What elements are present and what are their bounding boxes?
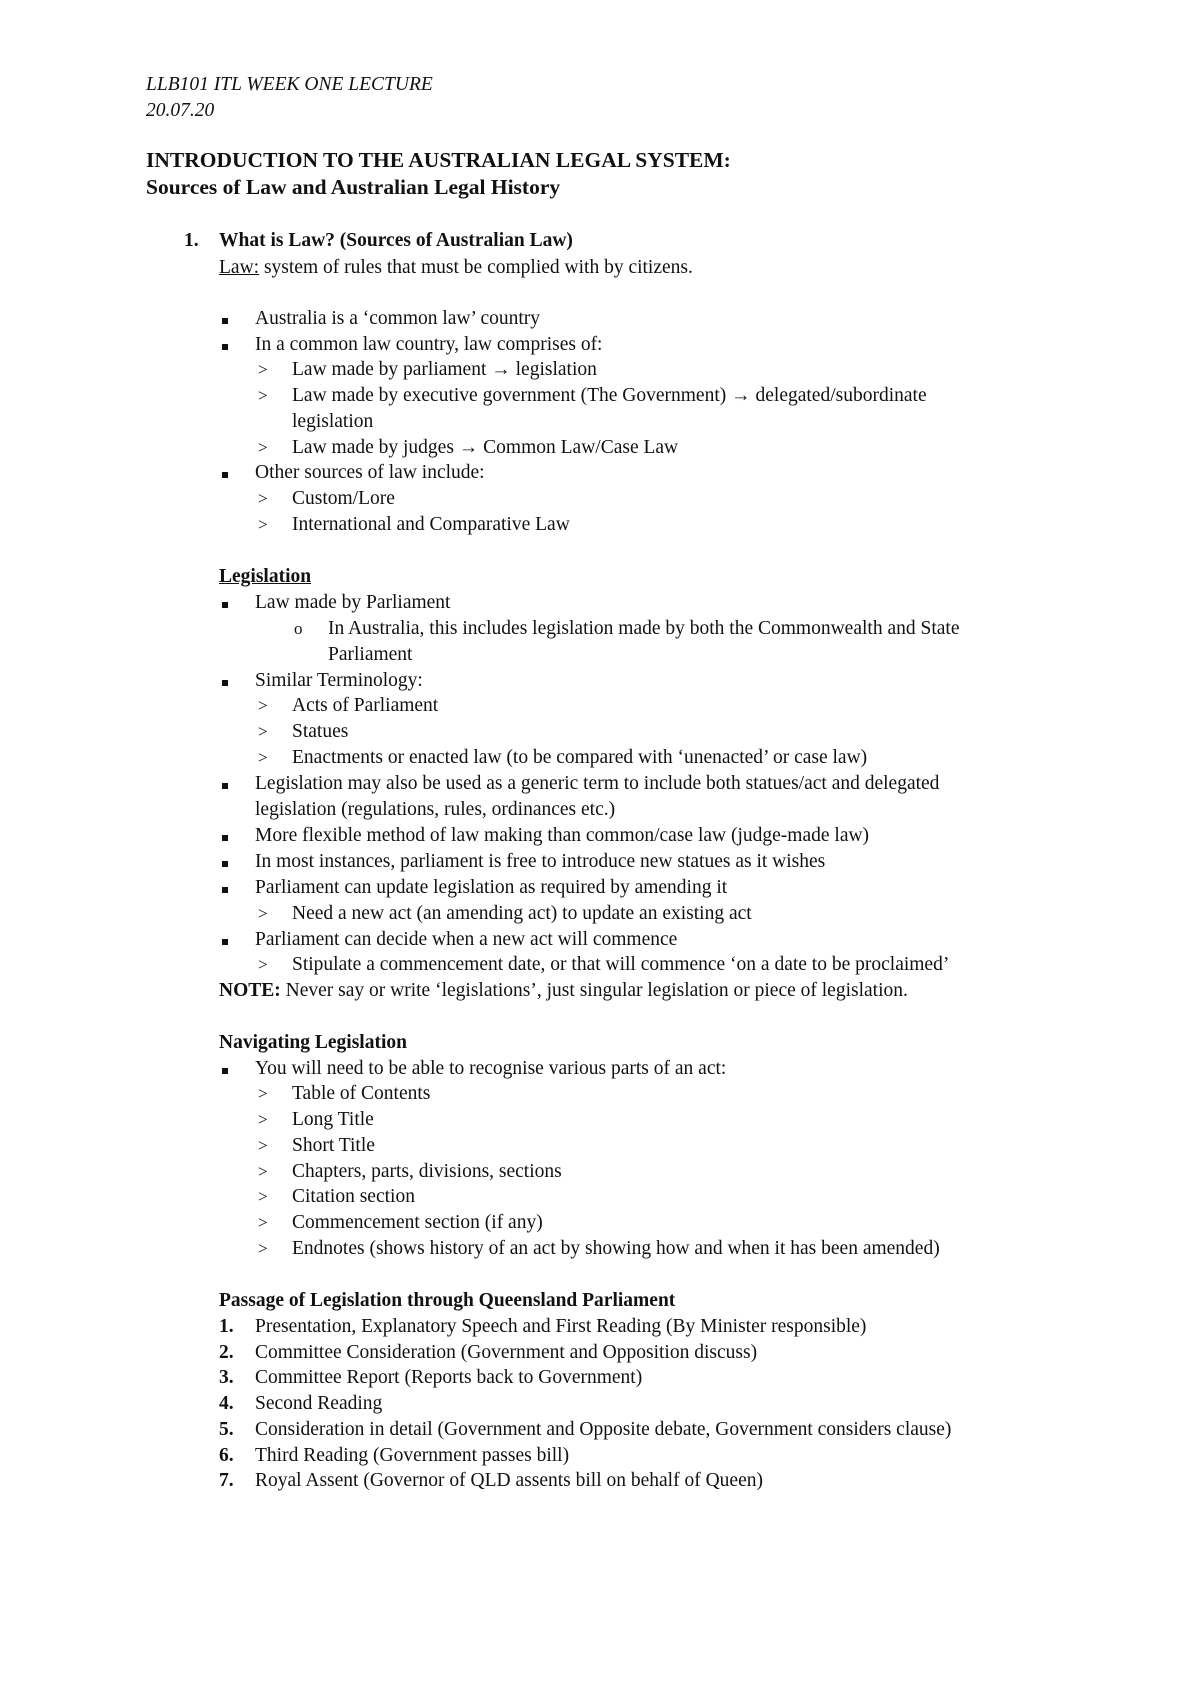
list-item: Long Title — [292, 1109, 374, 1130]
step-number: 3. — [219, 1367, 234, 1388]
section-heading: What is Law? (Sources of Australian Law) — [219, 230, 573, 251]
list-item: Law made by judges → Common Law/Case Law — [292, 437, 679, 458]
course-line: LLB101 ITL WEEK ONE LECTURE — [146, 74, 433, 95]
passage-heading: Passage of Legislation through Queensland Parliament — [219, 1290, 676, 1311]
arrow-marker: > — [258, 1213, 268, 1232]
arrow-marker: > — [258, 515, 268, 534]
bullet-square — [222, 680, 228, 686]
list-item: Endnotes (shows history of an act by showing how and when it has been amended) — [292, 1238, 940, 1259]
step-number: 1. — [219, 1316, 234, 1337]
step-text: Second Reading — [255, 1393, 383, 1414]
list-item-continuation: legislation — [292, 411, 374, 432]
list-item: Legislation may also be used as a generic term to include both statues/act and delegated — [255, 773, 940, 794]
step-number: 2. — [219, 1342, 234, 1363]
step-number: 6. — [219, 1445, 234, 1466]
list-item: Chapters, parts, divisions, sections — [292, 1161, 562, 1182]
document-subtitle: Sources of Law and Australian Legal History — [146, 175, 561, 199]
list-item: In most instances, parliament is free to introduce new statues as it wishes — [255, 851, 826, 872]
definition-term: Law: — [219, 257, 260, 278]
bullet-square — [222, 939, 228, 945]
list-item: Law made by parliament → legislation — [292, 359, 597, 380]
arrow-marker: > — [258, 438, 268, 457]
list-item: Need a new act (an amending act) to update an existing act — [292, 903, 752, 924]
arrow-marker: > — [258, 1187, 268, 1206]
list-item: Short Title — [292, 1135, 375, 1156]
list-item: Parliament can decide when a new act will commence — [255, 929, 678, 950]
bullet-square — [222, 887, 228, 893]
note-text: Never say or write ‘legislations’, just singular legislation or piece of legislation. — [280, 980, 908, 1001]
arrow-marker: > — [258, 1136, 268, 1155]
list-item: Citation section — [292, 1186, 415, 1207]
list-item: Acts of Parliament — [292, 695, 439, 716]
bullet-square — [222, 602, 228, 608]
step-number: 4. — [219, 1393, 234, 1414]
list-item: Law made by executive government (The Government) → delegated/subordinate — [292, 385, 927, 406]
list-item-continuation: legislation (regulations, rules, ordinances etc.) — [255, 799, 616, 820]
step-text: Committee Report (Reports back to Government) — [255, 1367, 643, 1388]
navigating-heading: Navigating Legislation — [219, 1032, 407, 1053]
list-item: Stipulate a commencement date, or that will commence ‘on a date to be proclaimed’ — [292, 954, 950, 975]
list-item: International and Comparative Law — [292, 514, 570, 535]
definition-text: system of rules that must be complied with by citizens. — [259, 257, 693, 278]
arrow-marker: > — [258, 386, 268, 405]
list-item: Custom/Lore — [292, 488, 395, 509]
step-text: Presentation, Explanatory Speech and First Reading (By Minister responsible) — [255, 1316, 867, 1337]
bullet-square — [222, 783, 228, 789]
list-item: Law made by Parliament — [255, 592, 451, 613]
arrow-marker: > — [258, 1239, 268, 1258]
arrow-marker: > — [258, 955, 268, 974]
list-item: Enactments or enacted law (to be compared with ‘unenacted’ or case law) — [292, 747, 868, 768]
list-item: Australia is a ‘common law’ country — [255, 308, 541, 329]
lecture-date: 20.07.20 — [146, 100, 215, 121]
arrow-marker: > — [258, 1084, 268, 1103]
step-text: Committee Consideration (Government and Opposition discuss) — [255, 1342, 758, 1363]
step-number: 5. — [219, 1419, 234, 1440]
bullet-square — [222, 318, 228, 324]
bullet-square — [222, 344, 228, 350]
document-title: INTRODUCTION TO THE AUSTRALIAN LEGAL SYSTEM: — [146, 148, 731, 172]
arrow-marker: > — [258, 722, 268, 741]
arrow-marker: > — [258, 1162, 268, 1181]
step-text: Royal Assent (Governor of QLD assents bill on behalf of Queen) — [255, 1470, 763, 1491]
list-item-continuation: Parliament — [328, 644, 413, 665]
arrow-marker: > — [258, 904, 268, 923]
step-text: Third Reading (Government passes bill) — [255, 1445, 570, 1466]
list-item: Statues — [292, 721, 349, 742]
list-item: Other sources of law include: — [255, 462, 485, 483]
list-item: More flexible method of law making than common/case law (judge-made law) — [255, 825, 870, 846]
law-definition — [219, 256, 693, 280]
list-item: Commencement section (if any) — [292, 1212, 543, 1233]
bullet-square — [222, 835, 228, 841]
section-number: 1. — [184, 230, 199, 251]
bullet-square — [222, 861, 228, 867]
step-text: Consideration in detail (Government and Opposite debate, Government considers clause) — [255, 1419, 952, 1440]
note — [219, 979, 908, 1003]
list-item: In a common law country, law comprises of: — [255, 334, 603, 355]
list-item: Parliament can update legislation as required by amending it — [255, 877, 728, 898]
arrow-marker: > — [258, 1110, 268, 1129]
note-label: NOTE: — [219, 980, 281, 1001]
bullet-square — [222, 1068, 228, 1074]
bullet-square — [222, 472, 228, 478]
list-item: In Australia, this includes legislation made by both the Commonwealth and State — [328, 618, 960, 639]
list-item: You will need to be able to recognise various parts of an act: — [255, 1058, 727, 1079]
arrow-marker: > — [258, 696, 268, 715]
list-item: Table of Contents — [292, 1083, 431, 1104]
arrow-marker: > — [258, 748, 268, 767]
list-item: Similar Terminology: — [255, 670, 423, 691]
step-number: 7. — [219, 1470, 234, 1491]
arrow-marker: > — [258, 360, 268, 379]
circle-marker: o — [294, 619, 303, 638]
arrow-marker: > — [258, 489, 268, 508]
legislation-heading: Legislation — [219, 566, 312, 587]
